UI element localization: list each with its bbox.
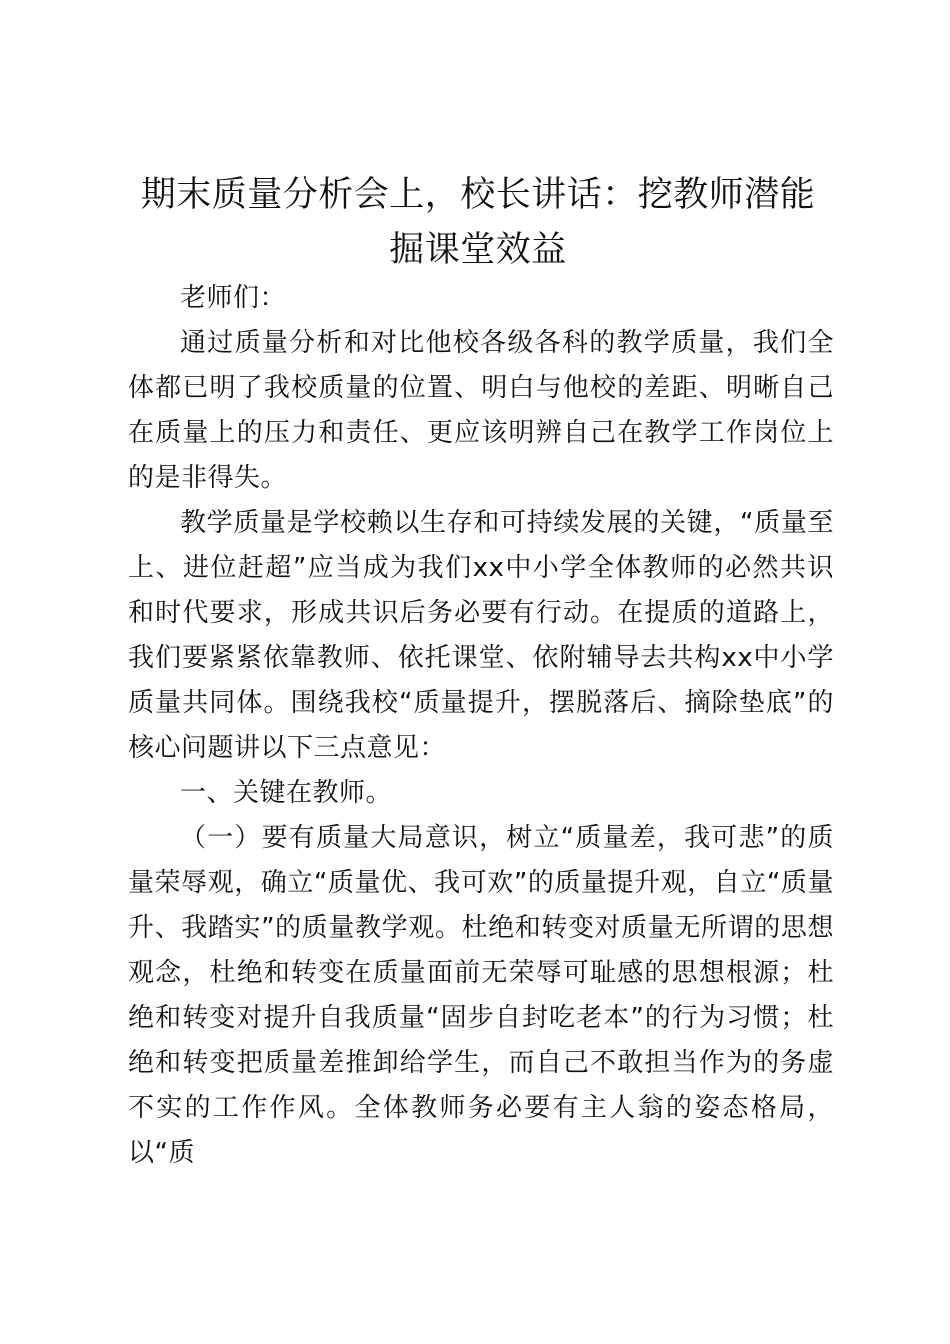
document-title: 期末质量分析会上，校长讲话：挖教师潜能掘课堂效益 <box>140 175 816 270</box>
section-heading-teachers: 一、关键在教师。 <box>180 778 393 808</box>
paragraph-quality-key: 教学质量是学校赖以生存和可持续发展的关键，“质量至上、进位赶超”应当成为我们xx中小学全体教师的必然共识和时代要求，形成共识后务必要有行动。在提质的道路上，我们要紧紧依靠教师、依托课堂、依附辅导去共构xx中小学质量共同体。围绕我校“质量提升，摆脱落后、摘除垫底”的核心问题讲以下三点意见： <box>128 508 834 763</box>
paragraph-quality-awareness: （一）要有质量大局意识，树立“质量差，我可悲”的质量荣辱观，确立“质量优、我可欢”的质量提升观，自立“质量升、我踏实”的质量教学观。杜绝和转变对质量无所谓的思想观念，杜绝和转变在质量面前无荣辱可耻感的思想根源；杜绝和转变对提升自我质量“固步自封吃老本”的行为习惯；杜绝和转变把质量差推卸给学生，而自己不敢担当作为的务虚不实的工作作风。全体教师务必要有主人翁的姿态格局，以“质 <box>128 823 834 1168</box>
salutation: 老师们： <box>180 283 287 313</box>
paragraph-intro: 通过质量分析和对比他校各级各科的教学质量，我们全体都已明了我校质量的位置、明白与他校的差距、明晰自己在质量上的压力和责任、更应该明辨自己在教学工作岗位上的是非得失。 <box>128 328 834 493</box>
document-body <box>128 276 834 1176</box>
